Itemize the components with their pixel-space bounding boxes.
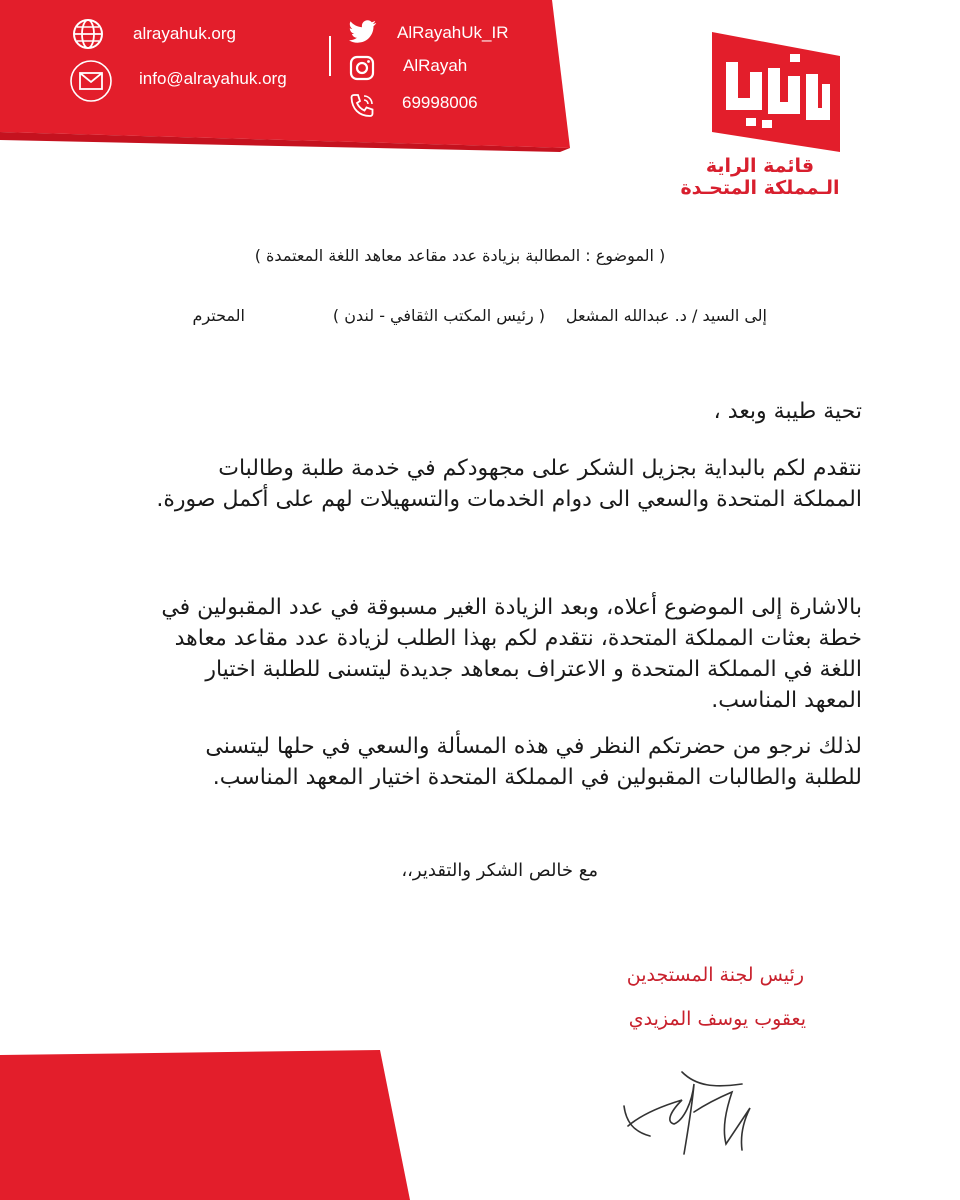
phone-icon [348,92,376,120]
addressee-title: ( رئيس المكتب الثقافي - لندن ) [332,306,545,325]
signatory-name: يعقوب يوسف المزيدي [628,1008,806,1030]
alrayah-logo [706,32,846,154]
globe-icon [71,17,105,51]
letter-subject: ( الموضوع : المطالبة بزيادة عدد مقاعد معاهد اللغة المعتمدة ) [254,246,666,265]
handwritten-signature [622,1062,772,1157]
twitter-icon [349,20,377,44]
logo-caption-line2: الـمملكة المتحـدة [680,177,840,199]
contact-divider [329,36,331,76]
email-text[interactable]: info@alrayahuk.org [139,69,287,88]
closing-text: مع خالص الشكر والتقدير،، [401,860,598,881]
paragraph-thanks: نتقدم لكم بالبداية بجزيل الشكر على مجهودكم في خدمة طلبة وطالبات المملكة المتحدة والسعي الى دوام الخدمات والتسهيلات لهم على أكمل صورة. [156,456,862,512]
footer-band [0,1050,420,1200]
paragraph-request: بالاشارة إلى الموضوع أعلاه، وبعد الزيادة الغير مسبوقة في عدد المقبولين في خطة بعثات المملكة المتحدة، نتقدم لكم بهذا الطلب لزيادة عدد مقاعد معاهد اللغة في المملكة المتحدة و الاعتراف بمعاهد جديدة ليتسنى للطلبة اختيار المعهد المناسب. [161,595,862,713]
phone-number[interactable]: 69998006 [402,93,478,112]
paragraph-appeal: لذلك نرجو من حضرتكم النظر في هذه المسألة والسعي في حلها ليتسنى للطلبة والطالبات المقبولين في المملكة المتحدة اختيار المعهد المناسب. [205,734,862,790]
greeting: تحية طيبة وبعد ، [713,399,862,424]
addressee-name: إلى السيد / د. عبدالله المشعل [565,306,767,325]
instagram-icon [349,55,375,81]
signatory-title: رئيس لجنة المستجدين [626,964,804,986]
addressee-honorific: المحترم [192,306,245,325]
twitter-handle[interactable]: AlRayahUk_IR [397,23,509,42]
instagram-handle[interactable]: AlRayah [403,56,468,75]
website-text[interactable]: alrayahuk.org [133,24,237,43]
mail-icon [69,59,113,103]
logo-caption-line1: قائمة الراية [705,155,815,177]
